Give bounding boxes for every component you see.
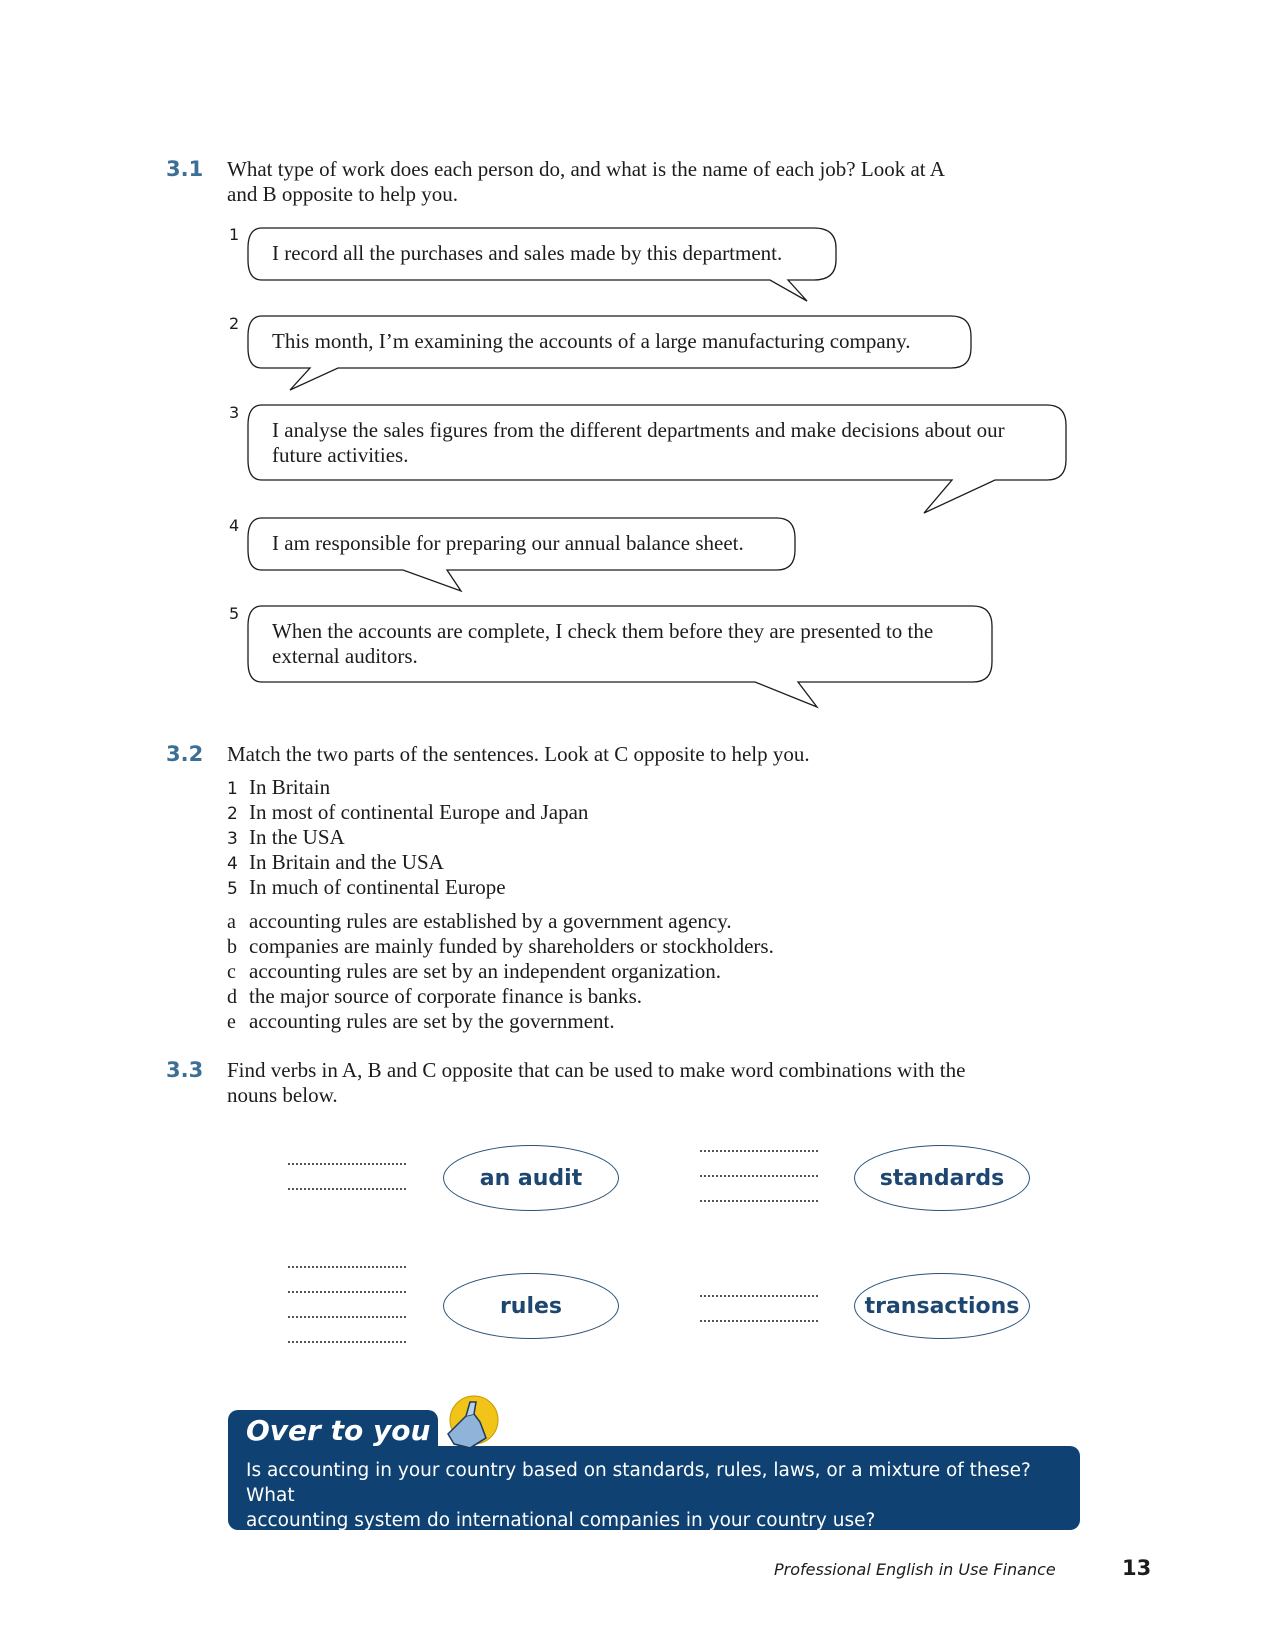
bubble-line: I analyse the sales figures from the different departments and make decisions about our: [272, 418, 1005, 442]
bubble-text: [272, 619, 933, 669]
answer-blank[interactable]: [288, 1163, 406, 1165]
bubble-text: [272, 531, 744, 556]
bubble-number: 5: [229, 604, 240, 623]
item-text: companies are mainly funded by shareholders or stockholders.: [249, 934, 774, 958]
noun-label: standards: [879, 1165, 1005, 1191]
answer-blank[interactable]: [700, 1200, 818, 1202]
bubble-line: future activities.: [272, 443, 409, 467]
exercise-number-3-3: 3.3: [166, 1058, 204, 1082]
answer-blank[interactable]: [288, 1341, 406, 1343]
answer-blank[interactable]: [288, 1291, 406, 1293]
noun-label: an audit: [479, 1165, 583, 1191]
exercise-instruction-3-2: Match the two parts of the sentences. Look at C opposite to help you.: [227, 742, 810, 766]
noun-label: transactions: [864, 1293, 1020, 1319]
bubble-text: [272, 241, 782, 266]
answer-blank[interactable]: [288, 1188, 406, 1190]
list-item: [227, 959, 774, 984]
instruction-line: and B opposite to help you.: [227, 182, 458, 206]
list-item: [227, 984, 774, 1009]
noun-oval-an-audit: [443, 1145, 619, 1211]
over-to-you-title: Over to you: [246, 1414, 431, 1447]
instruction-line: Find verbs in A, B and C opposite that can be used to make word combinations with the: [227, 1058, 966, 1082]
answer-blank[interactable]: [700, 1295, 818, 1297]
over-to-you-text: [246, 1458, 1066, 1533]
sentence-second-parts: [227, 909, 774, 1034]
instruction-line: What type of work does each person do, and what is the name of each job? Look at A: [227, 157, 945, 181]
list-item: [227, 909, 774, 934]
bubble-text: [272, 329, 911, 354]
item-text: accounting rules are set by an independent organization.: [249, 959, 721, 983]
item-key: 5: [227, 879, 238, 899]
bubble-line: I record all the purchases and sales made by this department.: [272, 241, 783, 265]
answer-blank[interactable]: [700, 1150, 818, 1152]
sentence-first-parts: [227, 775, 588, 900]
noun-label: rules: [499, 1293, 563, 1319]
bubble-number: 3: [229, 403, 240, 422]
item-key: 4: [227, 854, 238, 874]
bubble-text: [272, 418, 1005, 468]
item-text: In Britain: [249, 775, 331, 799]
bubble-line: external auditors.: [272, 644, 418, 668]
list-item: [227, 850, 588, 875]
item-text: accounting rules are established by a government agency.: [249, 909, 732, 933]
list-item: [227, 775, 588, 800]
item-key: d: [227, 986, 237, 1008]
item-text: In most of continental Europe and Japan: [249, 800, 589, 824]
instruction-line: nouns below.: [227, 1083, 338, 1107]
list-item: [227, 934, 774, 959]
item-text: accounting rules are set by the government.: [249, 1009, 615, 1033]
item-text: In the USA: [249, 825, 345, 849]
answer-blank[interactable]: [700, 1175, 818, 1177]
item-text: In Britain and the USA: [249, 850, 444, 874]
item-key: c: [227, 961, 236, 983]
bubble-number: 2: [229, 314, 240, 333]
item-key: 3: [227, 829, 238, 849]
item-key: e: [227, 1011, 236, 1033]
list-item: [227, 825, 588, 850]
list-item: [227, 875, 588, 900]
bubble-number: 1: [229, 225, 240, 244]
book-title-footer: Professional English in Use Finance: [774, 1560, 1056, 1579]
noun-oval-rules: [443, 1273, 619, 1339]
item-key: 2: [227, 804, 238, 824]
over-to-you-line: Is accounting in your country based on standards, rules, laws, or a mixture of these? What: [246, 1460, 1031, 1506]
exercise-number-3-1: 3.1: [166, 157, 204, 181]
answer-blank[interactable]: [288, 1266, 406, 1268]
item-text: In much of continental Europe: [249, 875, 506, 899]
noun-oval-standards: [854, 1145, 1030, 1211]
item-key: 1: [227, 779, 238, 799]
speech-bubbles: [0, 0, 1275, 720]
bubble-line: I am responsible for preparing our annual balance sheet.: [272, 531, 744, 555]
pointing-hand-icon: [440, 1394, 504, 1456]
item-key: b: [227, 936, 237, 958]
list-item: [227, 1009, 774, 1034]
bubble-line: This month, I’m examining the accounts of a large manufacturing company.: [272, 329, 911, 353]
bubble-number: 4: [229, 516, 240, 535]
list-item: [227, 800, 588, 825]
item-key: a: [227, 911, 236, 933]
over-to-you-line: accounting system do international companies in your country use?: [246, 1510, 876, 1531]
noun-oval-transactions: [854, 1273, 1030, 1339]
answer-blank[interactable]: [700, 1320, 818, 1322]
exercise-number-3-2: 3.2: [166, 742, 204, 766]
page-number: 13: [1122, 1556, 1152, 1580]
bubble-line: When the accounts are complete, I check them before they are presented to the: [272, 619, 934, 643]
item-text: the major source of corporate finance is banks.: [249, 984, 643, 1008]
exercise-instruction-3-3: [227, 1058, 1017, 1108]
answer-blank[interactable]: [288, 1316, 406, 1318]
